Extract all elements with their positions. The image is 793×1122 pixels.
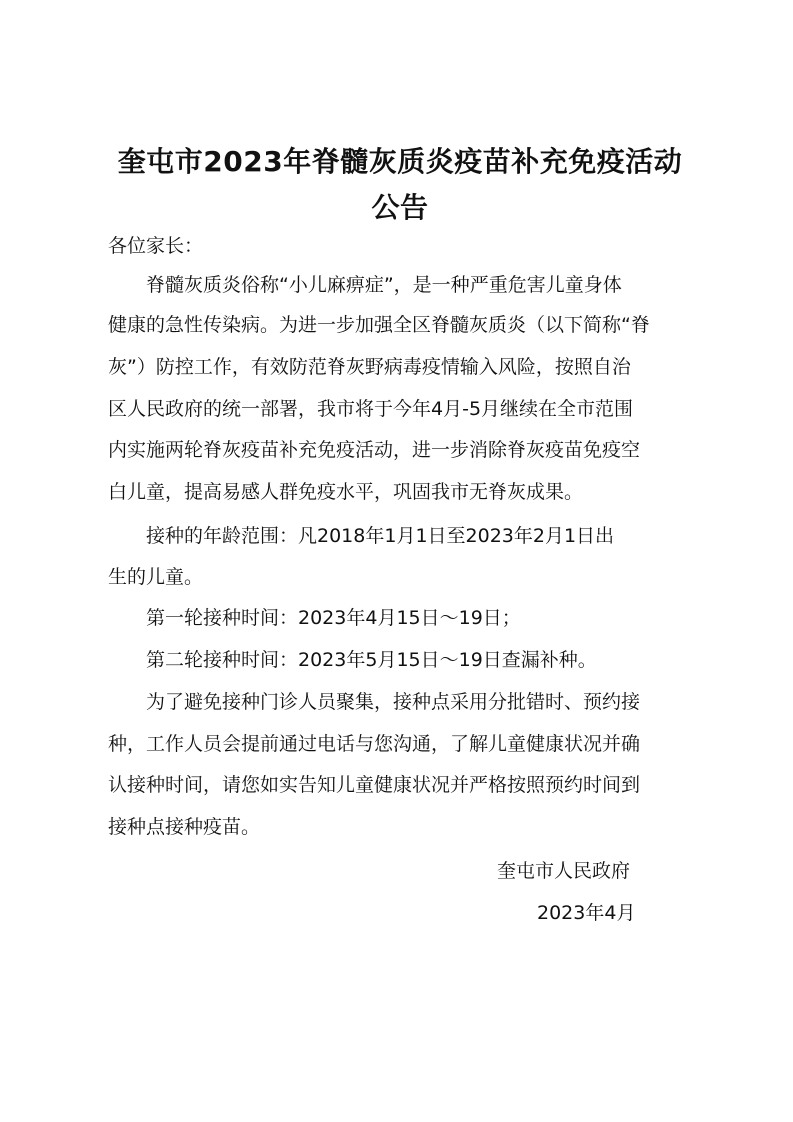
paragraph-3-line-3: 认接种时间，请您如实告知儿童健康状况并严格按照预约时间到: [108, 774, 641, 796]
second-round-time: 第二轮接种时间：2023年5月15日～19日查漏补种。: [146, 649, 597, 671]
salutation: 各位家长：: [108, 235, 204, 257]
notice-title-line-1: 奎屯市2023年脊髓灰质炎疫苗补充免疫活动: [117, 145, 683, 178]
paragraph-1-line-1: 脊髓灰质炎俗称“小儿麻痹症”，是一种严重危害儿童身体: [146, 274, 622, 296]
signature-date: 2023年4月: [537, 902, 636, 924]
paragraph-3-line-4: 接种点接种疫苗。: [108, 816, 261, 838]
signature-organization: 奎屯市人民政府: [497, 860, 631, 882]
paragraph-1-line-2: 健康的急性传染病。为进一步加强全区脊髓灰质炎（以下简称“脊: [108, 314, 650, 336]
first-round-time: 第一轮接种时间：2023年4月15日～19日；: [146, 607, 521, 629]
notice-title-line-2: 公告: [371, 191, 429, 224]
paragraph-2-line-2: 生的儿童。: [108, 566, 204, 588]
paragraph-1-line-3: 灰”）防控工作，有效防范脊灰野病毒疫情输入风险，按照自治: [108, 356, 631, 378]
paragraph-3-line-2: 种，工作人员会提前通过电话与您沟通，了解儿童健康状况并确: [108, 733, 641, 755]
paragraph-1-line-5: 内实施两轮脊灰疫苗补充免疫活动，进一步消除脊灰疫苗免疫空: [108, 439, 641, 461]
paragraph-1-line-4: 区人民政府的统一部署，我市将于今年4月-5月继续在全市范围: [108, 398, 634, 420]
paragraph-1-line-6: 白儿童，提高易感人群免疫水平，巩固我市无脊灰成果。: [108, 481, 584, 503]
paragraph-2-line-1: 接种的年龄范围：凡2018年1月1日至2023年2月1日出: [146, 525, 615, 547]
paragraph-3-line-1: 为了避免接种门诊人员聚集，接种点采用分批错时、预约接: [146, 691, 641, 713]
